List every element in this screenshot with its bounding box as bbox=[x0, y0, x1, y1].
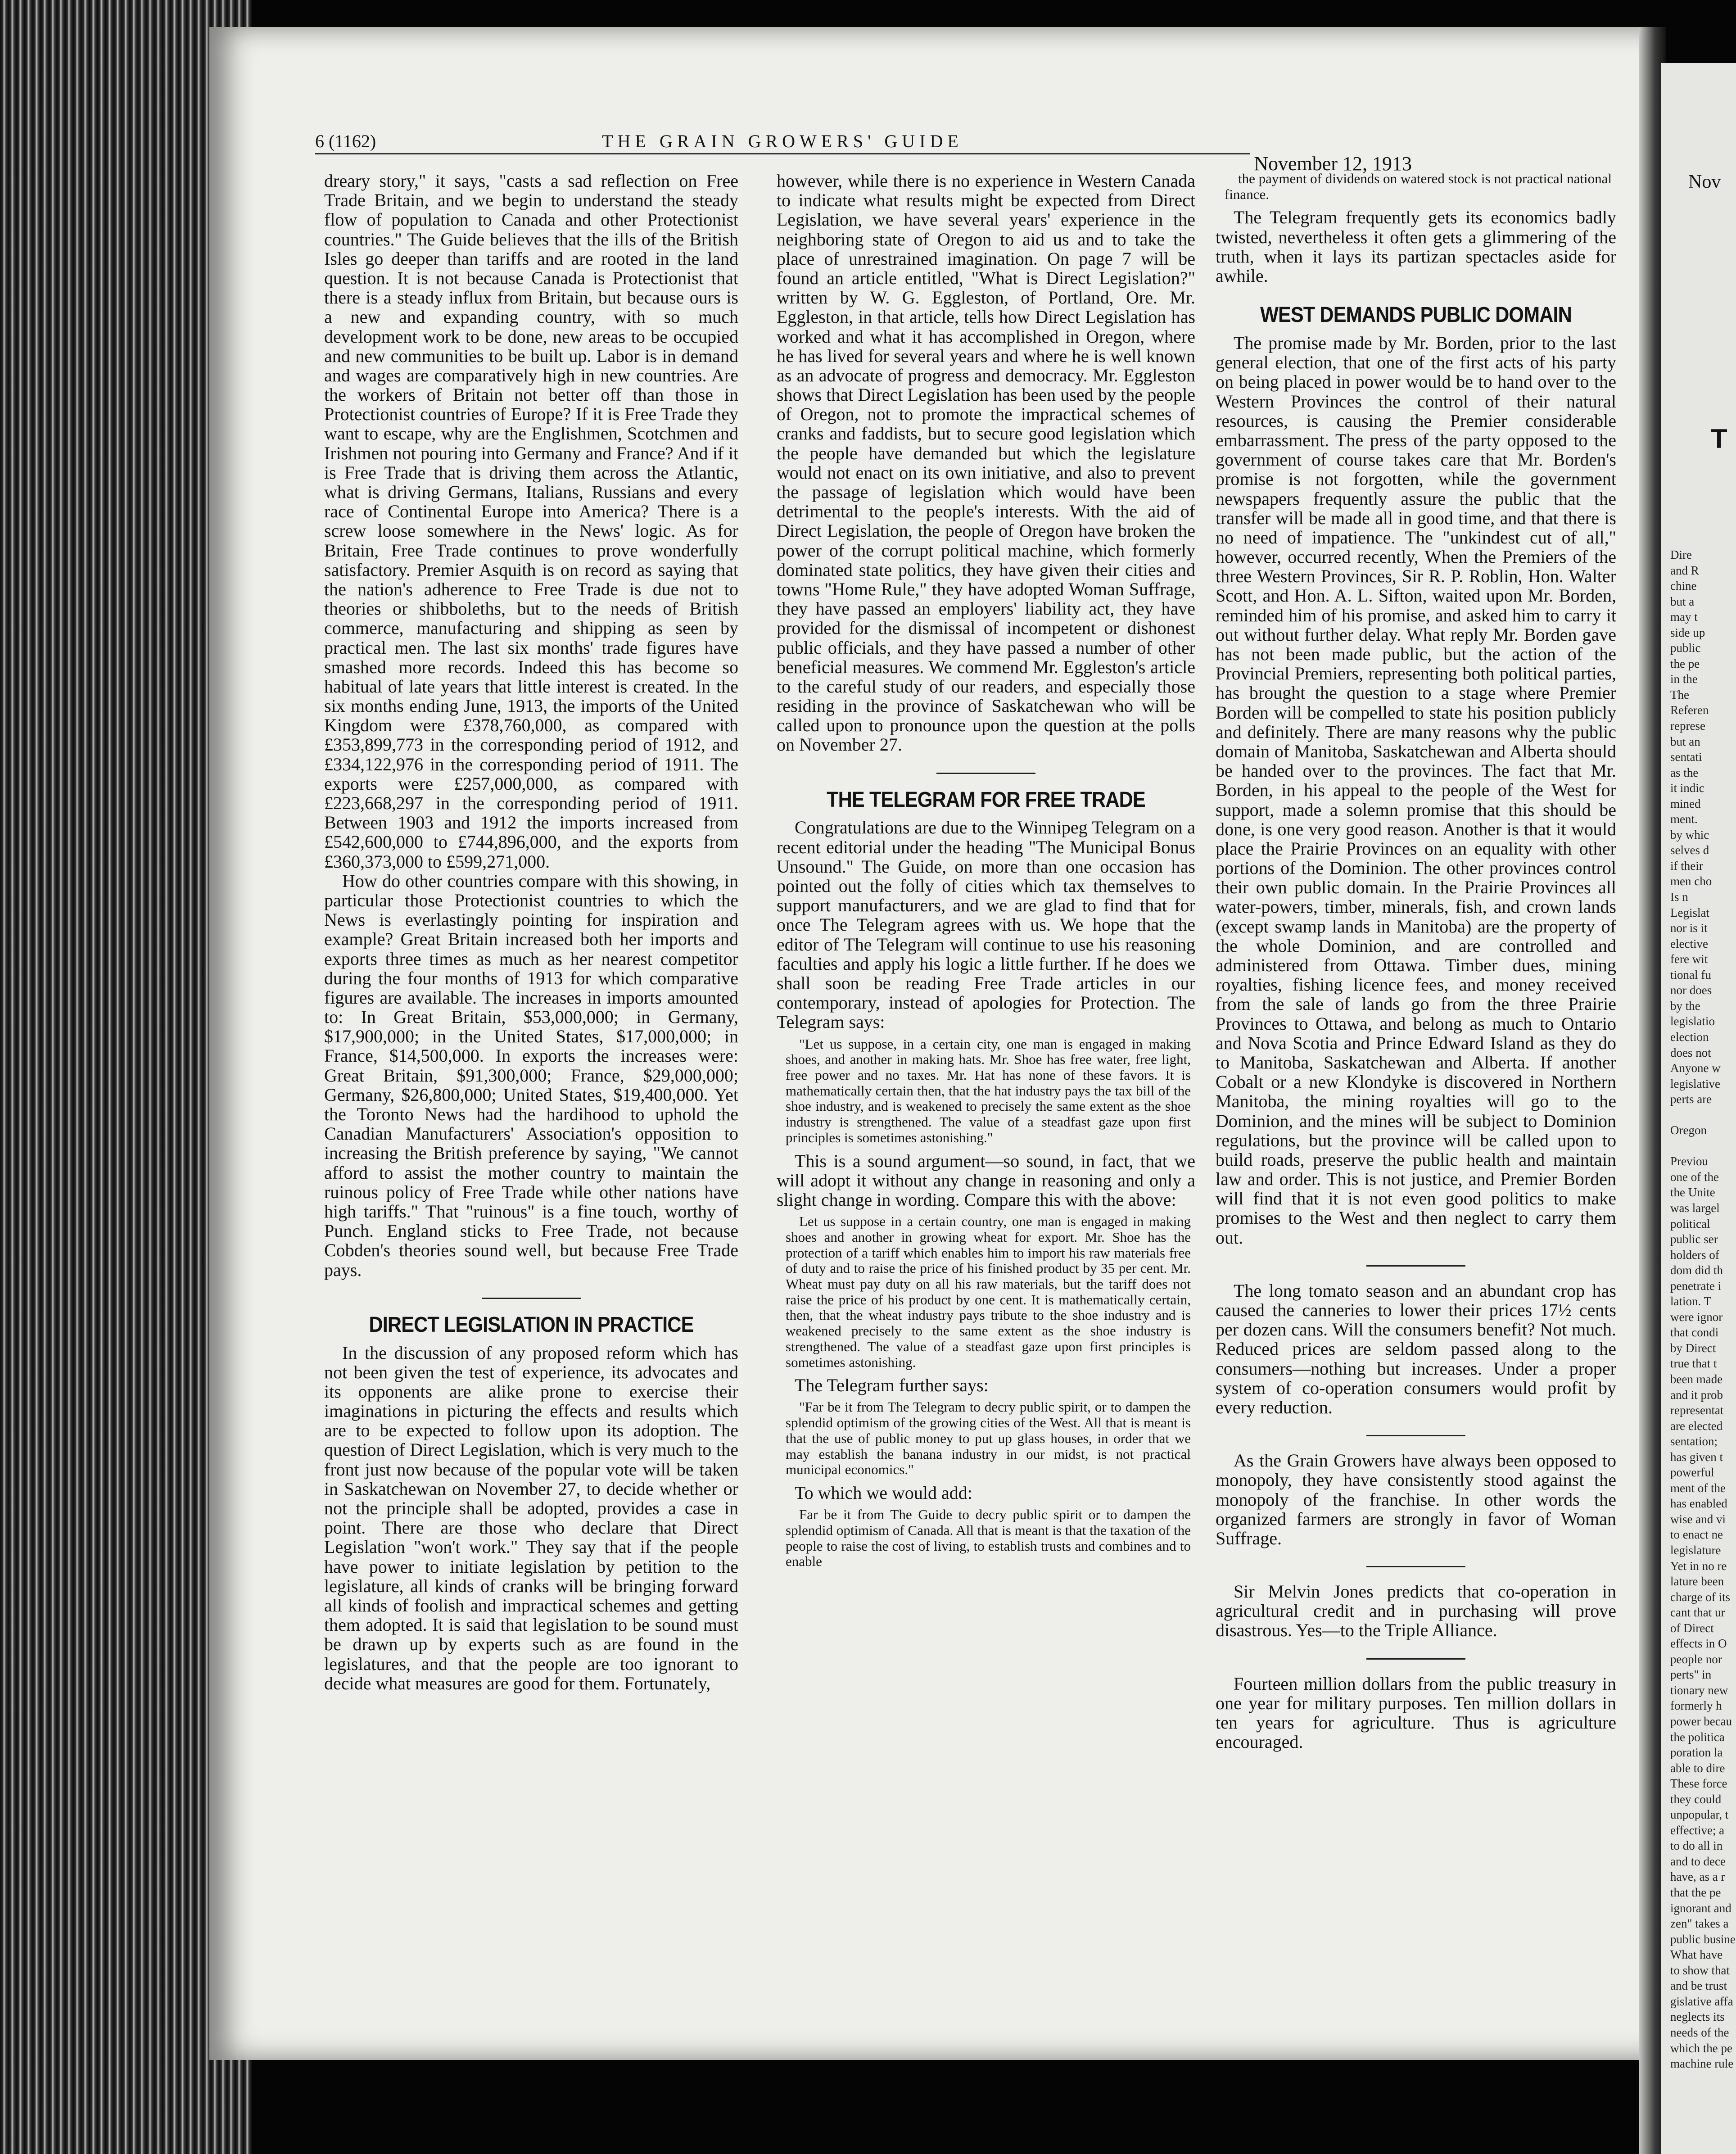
adjacent-page-line: true that t bbox=[1670, 1357, 1717, 1371]
adjacent-page-line: charge of its bbox=[1670, 1590, 1730, 1604]
masthead: THE GRAIN GROWERS' GUIDE bbox=[602, 131, 963, 151]
adjacent-page-line: elective bbox=[1670, 937, 1708, 950]
column-3 bbox=[1216, 171, 1616, 1751]
adjacent-page-line: the politica bbox=[1670, 1730, 1725, 1744]
paragraph: To which we would add: bbox=[795, 1483, 972, 1503]
adjacent-page-line bbox=[1666, 1138, 1736, 1154]
paragraph: As the Grain Growers have always been opposed to monopoly, they have consistently stood against the monopoly of the franchise. In other words the organized farmers are strongly in favor of Woman Suffrage. bbox=[1216, 1450, 1616, 1548]
adjacent-page-line: Yet in no re bbox=[1670, 1559, 1727, 1573]
adjacent-page-line: holders of bbox=[1670, 1248, 1719, 1262]
adjacent-page-line: that the pe bbox=[1670, 1886, 1721, 1900]
adjacent-page bbox=[1661, 63, 1736, 2154]
adjacent-page-line: it indic bbox=[1670, 781, 1704, 795]
section-divider bbox=[1366, 1566, 1465, 1567]
adjacent-page-line: by the bbox=[1670, 999, 1700, 1013]
adjacent-page-line: tionary new bbox=[1670, 1683, 1728, 1697]
adjacent-page-line: mined bbox=[1670, 796, 1701, 810]
adjacent-page-line: effects in O bbox=[1670, 1637, 1727, 1651]
adjacent-page-line: that condi bbox=[1670, 1326, 1719, 1339]
adjacent-page-line: and to dece bbox=[1670, 1854, 1726, 1868]
adjacent-page-line: represe bbox=[1670, 719, 1705, 733]
paragraph: The long tomato season and an abundant crop has caused the canneries to lower their prices 17½ cents per dozen cans. Will the consumers benefit? Not much. Reduced prices are seldom passed along to the consumers—nothing but increases. Under a proper system of co-operation consumers would profit by every reduction. bbox=[1216, 1280, 1616, 1417]
adjacent-page-line: but an bbox=[1670, 734, 1700, 748]
adjacent-page-line: of Direct bbox=[1670, 1621, 1714, 1635]
paragraph: The Telegram frequently gets its economics badly twisted, nevertheless it often gets a glimmering of the truth, when it lays its partizan spectacles aside for awhile. bbox=[1216, 207, 1616, 286]
adjacent-page-line: but a bbox=[1670, 594, 1695, 608]
quotation: "Far be it from The Telegram to decry public spirit, or to dampen the splendid optimism of the growing cities of the West. All that is meant is that the use of public money to put up glass houses, in order that we may establish the banana industry in our midst, is not practical municipal economics." bbox=[786, 1399, 1191, 1478]
adjacent-page-line: chine bbox=[1670, 579, 1697, 593]
paragraph: The Telegram further says: bbox=[795, 1375, 989, 1396]
paragraph: Congratulations are due to the Winnipeg Telegram on a recent editorial under the heading "The Municipal Bonus Unsound." The Guide, on more than one occasion has pointed out the folly of cities which tax themselves to support manufacturers, and we are glad to find that for once The Telegram agrees with us. We hope that the editor of The Telegram will continue to use his reasoning faculties and apply his logic a little further. If he does we shall soon be reading Free Trade articles in our contemporary, instead of apologies for Protection. The Telegram says: bbox=[777, 817, 1195, 1032]
adjacent-page-line: public busine bbox=[1670, 1932, 1736, 1946]
adjacent-page-line: gislative affa bbox=[1670, 1994, 1733, 2008]
paragraph: In the discussion of any proposed reform which has not been given the test of experience, its advocates and its opponents are alike prone to exercise their imaginations in picturing the effects and results which are to be expected to follow upon its adoption. The question of Direct Legislation, which is very much to the front just now because of the popular vote will be taken in Saskatchewan on November 27, to decide whether or not the principle shall be adopted, provides a case in point. There are those who declare that Direct Legislation "won't work." They say that if the people have power to initiate legislation by petition to the legislature, all kinds of cranks will be bringing forward all kinds of foolish and impractical schemes and getting them adopted. It is said that legislation to be sound must be drawn up by experts such as are found in the legislatures, and that the people are too ignorant to decide what measures are good for them. Fortunately, bbox=[324, 1342, 738, 1693]
adjacent-page-line: the Unite bbox=[1670, 1186, 1715, 1199]
adjacent-page-line: to show that bbox=[1670, 1963, 1730, 1977]
adjacent-page-line: Oregon bbox=[1670, 1123, 1707, 1137]
adjacent-page-line: to enact ne bbox=[1670, 1528, 1723, 1542]
adjacent-page-line: if their bbox=[1670, 859, 1703, 873]
adjacent-page-line: penetrate i bbox=[1670, 1279, 1722, 1293]
adjacent-page-line: Is n bbox=[1670, 890, 1688, 904]
column-1 bbox=[324, 171, 738, 1693]
adjacent-page-line: neglects its bbox=[1670, 2010, 1725, 2024]
section-divider bbox=[1366, 1658, 1465, 1660]
adjacent-page-line: unpopular, t bbox=[1670, 1808, 1729, 1822]
adjacent-page-text bbox=[1666, 547, 1736, 2072]
section-divider bbox=[1366, 1435, 1465, 1436]
adjacent-page-line: perts" in bbox=[1670, 1668, 1712, 1682]
adjacent-page-line: ignorant and bbox=[1670, 1901, 1731, 1915]
adjacent-page-line: Previou bbox=[1670, 1154, 1708, 1168]
adjacent-page-line: by Direct bbox=[1670, 1341, 1716, 1355]
adjacent-page-line: side up bbox=[1670, 625, 1705, 639]
adjacent-page-line: has given t bbox=[1670, 1450, 1723, 1464]
adjacent-page-line: and R bbox=[1670, 563, 1699, 577]
adjacent-page-line: been made bbox=[1670, 1372, 1723, 1386]
adjacent-page-line: power becau bbox=[1670, 1715, 1732, 1729]
page-number: 6 (1162) bbox=[315, 131, 376, 151]
paragraph: however, while there is no experience in Western Canada to indicate what results might be expected from Direct Legislation, we have several years' experience in the neighboring state of Oregon to aid us and to take the place of unrestrained imagination. On page 7 will be found an article entitled, "What is Direct Legislation?" written by W. G. Eggleston, of Portland, Ore. Mr. Eggleston, in that article, tells how Direct Legislation has worked and what it has accomplished in Oregon, where he has lived for several years and where he is well known as an advocate of progress and democracy. Mr. Eggleston shows that Direct Legislation has been used by the people of Oregon, not to promote the impractical schemes of cranks and faddists, but to secure good legislation which the people have demanded but which the legislature would not enact on its own initiative, and also to prevent the passage of legislation which would have been detrimental to the people's interests. With the aid of Direct Legislation, the people of Oregon have broken the power of the corrupt political machine, which formerly dominated state politics, they have given their cities and towns "Home Rule," they have adopted Woman Suffrage, they have passed an employers' liability act, they have provided for the dismissal of incompetent or dishonest public officials, and they have passed a number of other beneficial measures. We commend Mr. Eggleston's article to the careful study of our readers, and especially those residing in the province of Saskatchewan who will be called upon to pronounce upon the question at the polls on November 27. bbox=[777, 171, 1195, 755]
adjacent-page-line: lature been bbox=[1670, 1575, 1724, 1588]
adjacent-page-line: have, as a r bbox=[1670, 1870, 1725, 1884]
paragraph: dreary story," it says, "casts a sad reflection on Free Trade Britain, and we begin to understand the steady flow of population to Canada and other Protectionist countries." The Guide believes that the ills of the British Isles go deeper than tariffs and are rooted in the land question. It is not because Canada is Protectionist that there is a steady influx from Britain, but because ours is a new and expanding country, with so much development work to be done, new areas to be occupied and new communities to be built up. Labor is in demand and wages are comparatively high in new countries. Are the workers of Britain not better off than those in Protectionist countries of Europe? If it is Free Trade they want to escape, why are the Englishmen, Scotchmen and Irishmen not pouring into Germany and France? And if it is Free Trade that is driving them across the Atlantic, what is driving Germans, Italians, Russians and every race of Continental Europe into America? There is a screw loose somewhere in the News' logic. As for Britain, Free Trade continues to prove wonderfully satisfactory. Premier Asquith is on record as saying that the nation's adherence to Free Trade is due not to theories or shibboleths, but to the needs of British commerce, manufacturing and shipping as seen by practical men. The last six months' trade figures have smashed more records. Indeed this has become so habitual of late years that little interest is created. In the six months ending June, 1913, the imports of the United Kingdom were £378,760,000, as compared with £353,899,773 in the corresponding period of 1912, and £334,122,976 in the corresponding period of 1911. The exports were £257,000,000, as compared with £223,668,297 in the corresponding period of 1911. Between 1903 and 1912 the imports increased from £542,600,000 to £744,896,000, and the exports from £360,373,000 to £599,271,000. bbox=[324, 171, 738, 872]
paragraph: The promise made by Mr. Borden, prior to the last general election, that one of the first acts of his party on being placed in power would be to hand over to the Western Provinces the control of their natural resources, is causing the Premier considerable embarrassment. The press of the party opposed to the government of course takes care that Mr. Borden's promise is not forgotten, while the government newspapers frequently assure the public that the transfer will be made all in good time, and that there is no need of impatience. The "unkindest cut of all," however, occurred recently, When the Premiers of the three Western Provinces, Sir R. P. Roblin, Hon. Walter Scott, and Hon. A. L. Sifton, waited upon Mr. Borden, reminded him of his promise, and asked him to carry it out without further delay. What reply Mr. Borden gave has not been made public, but the action of the Provincial Premiers, representing both political parties, has brought the question to a stage where Premier Borden will be compelled to state his position publicly and definitely. There are many reasons why the public domain of Manitoba, Saskatchewan and Alberta should be handed over to the provinces. The fact that Mr. Borden, in his appeal to the people of the West for support, made a solemn promise that this should be done, is one very good reason. Another is that it would place the Prairie Provinces on an equality with other portions of the Dominion. The other provinces control their own public domain. In the Prairie Provinces all water-powers, timber, minerals, fish, and crown lands (except swamp lands in Manitoba) are the property of the whole Dominion, and are controlled and administered from Ottawa. Timber dues, mining royalties, fishing licence fees, and money received from the sale of lands go from the three Prairie Provinces to Ottawa, and belong as much to Ontario and Nova Scotia and Prince Edward Island as they do to Manitoba, Saskatchewan and Alberta. If another Cobalt or a new Klondyke is discovered in Northern Manitoba, the mining royalties will go to the Dominion, and the mines will be subject to Dominion regulations, but the province will be called upon to build roads, preserve the public health and maintain law and order. This is not justice, and Premier Borden will find that it is not even good politics to make promises to the West and then neglect to carry them out. bbox=[1216, 333, 1616, 1248]
article-heading: WEST DEMANDS PUBLIC DOMAIN bbox=[1260, 303, 1572, 327]
adjacent-page-line: public bbox=[1670, 641, 1701, 655]
adjacent-page-line: perts are bbox=[1670, 1092, 1712, 1106]
paragraph: This is a sound argument—so sound, in fact, that we will adopt it without any change in reasoning and only a slight change in wording. Compare this with the above: bbox=[777, 1150, 1195, 1210]
adjacent-page-line: Dire bbox=[1670, 548, 1692, 561]
adjacent-page-line: needs of the bbox=[1670, 2025, 1729, 2039]
adjacent-page-line: machine rule bbox=[1670, 2057, 1734, 2071]
adjacent-page-line: and it prob bbox=[1670, 1388, 1723, 1402]
adjacent-page-line: ment of the bbox=[1670, 1481, 1726, 1495]
quotation: the payment of dividends on watered stock is not practical national finance. bbox=[1225, 171, 1612, 202]
adjacent-page-line: nor does bbox=[1670, 983, 1712, 997]
article-heading: DIRECT LEGISLATION IN PRACTICE bbox=[369, 1312, 694, 1337]
adjacent-page-line: political bbox=[1670, 1217, 1710, 1231]
adjacent-page-line bbox=[1666, 1107, 1736, 1123]
adjacent-page-line: wise and vi bbox=[1670, 1512, 1726, 1526]
adjacent-page-line: to do all in bbox=[1670, 1839, 1723, 1853]
column-2 bbox=[777, 171, 1195, 1575]
adjacent-page-line: poration la bbox=[1670, 1746, 1723, 1760]
adjacent-page-line: men cho bbox=[1670, 874, 1712, 888]
adjacent-page-line: and be trust bbox=[1670, 1979, 1727, 1993]
section-divider bbox=[482, 1298, 581, 1299]
adjacent-page-line: public ser bbox=[1670, 1232, 1718, 1246]
adjacent-page-line: Anyone w bbox=[1670, 1061, 1721, 1075]
adjacent-page-heading-fragment: T bbox=[1711, 424, 1727, 454]
quotation: Far be it from The Guide to decry public spirit or to dampen the splendid optimism of Canada. All that is meant is that the taxation of the people to raise the cost of living, to establish trusts and combines and to enable bbox=[786, 1507, 1191, 1570]
adjacent-page-line: legislative bbox=[1670, 1077, 1720, 1091]
adjacent-page-line: The bbox=[1670, 688, 1689, 701]
adjacent-page-line: nor is it bbox=[1670, 921, 1708, 935]
adjacent-page-line: which the pe bbox=[1670, 2041, 1732, 2055]
page-header bbox=[315, 131, 1412, 175]
adjacent-page-line: legislatio bbox=[1670, 1014, 1715, 1028]
paragraph: How do other countries compare with this showing, in particular those Protectionist countries to which the News is everlastingly pointing for inspiration and example? Great Britain increased both her imports and exports three times as much as her nearest competitor during the four months of 1913 for which comparative figures are available. The increases in imports amounted to: In Great Britain, $53,000,000; in Germany, $17,900,000; in the United States, $17,000,000; in France, $14,500,000. In exports the increases were: Great Britain, $91,300,000; France, $29,000,000; Germany, $26,800,000; United States, $19,400,000. Yet the Toronto News had the hardihood to uphold the Canadian Manufacturers' Association's opposition to increasing the British preference by saying, "We cannot afford to assist the mother country to maintain the ruinous policy of Free Trade while other nations have high tariffs." That "ruinous" is a fine touch, worthy of Punch. England sticks to Free Trade, not because Cobden's theories sound well, but because Free Trade pays. bbox=[324, 870, 738, 1280]
adjacent-page-line: were ignor bbox=[1670, 1310, 1723, 1324]
adjacent-page-line: in the bbox=[1670, 672, 1698, 686]
adjacent-page-line: they could bbox=[1670, 1792, 1722, 1806]
adjacent-page-line: What have bbox=[1670, 1948, 1723, 1962]
adjacent-page-line: may t bbox=[1670, 610, 1698, 624]
adjacent-page-line: election bbox=[1670, 1030, 1709, 1044]
adjacent-page-line: one of the bbox=[1670, 1170, 1719, 1184]
adjacent-page-line: powerful bbox=[1670, 1466, 1714, 1480]
adjacent-page-line: dom did th bbox=[1670, 1263, 1723, 1277]
adjacent-page-line: does not bbox=[1670, 1045, 1711, 1059]
adjacent-page-line: able to dire bbox=[1670, 1761, 1725, 1775]
adjacent-page-line: representat bbox=[1670, 1403, 1724, 1417]
adjacent-page-line: people nor bbox=[1670, 1652, 1722, 1666]
adjacent-page-line: sentati bbox=[1670, 750, 1702, 764]
paragraph: Sir Melvin Jones predicts that co-operation in agricultural credit and in purchasing will prove disastrous. Yes—to the Triple Alliance. bbox=[1216, 1581, 1616, 1641]
adjacent-page-line: as the bbox=[1670, 765, 1699, 779]
adjacent-page-line: has enabled bbox=[1670, 1497, 1727, 1511]
paragraph: Fourteen million dollars from the public treasury in one year for military purposes. Ten million dollars in ten years for agriculture. Thus is agriculture encouraged. bbox=[1216, 1673, 1616, 1752]
adjacent-page-line: tional fu bbox=[1670, 968, 1711, 982]
adjacent-page-line: sentation; bbox=[1670, 1434, 1718, 1448]
adjacent-page-line: fere wit bbox=[1670, 952, 1708, 966]
quotation: "Let us suppose, in a certain city, one man is engaged in making shoes, and another in making hats. Mr. Shoe has free water, free light, free power and no taxes. Mr. Hat has none of these favors. It is mathematically certain then, that the hat industry pays the tax bill of the shoe industry, and is weakened to precisely the same extent as the shoe industry is strengthened. The value of a steadfast gaze upon first principles is sometimes astonishing." bbox=[786, 1036, 1191, 1145]
section-divider bbox=[1366, 1265, 1465, 1267]
adjacent-page-line: ment. bbox=[1670, 812, 1698, 826]
adjacent-page-line: cant that ur bbox=[1670, 1606, 1725, 1620]
adjacent-page-line: legislature bbox=[1670, 1543, 1721, 1557]
adjacent-page-line: lation. T bbox=[1670, 1294, 1711, 1308]
article-heading: THE TELEGRAM FOR FREE TRADE bbox=[827, 787, 1145, 812]
adjacent-page-line: formerly h bbox=[1670, 1699, 1722, 1713]
adjacent-page-line: Legislat bbox=[1670, 905, 1709, 919]
adjacent-page-line: effective; a bbox=[1670, 1823, 1725, 1837]
adjacent-page-line: by whic bbox=[1670, 828, 1709, 842]
adjacent-page-line: was largel bbox=[1670, 1201, 1720, 1215]
issue-date: November 12, 1913 bbox=[1254, 153, 1412, 175]
adjacent-page-line: These force bbox=[1670, 1777, 1727, 1791]
section-divider bbox=[936, 773, 1035, 774]
adjacent-page-line: selves d bbox=[1670, 843, 1709, 857]
adjacent-page-line: zen" takes a bbox=[1670, 1917, 1729, 1931]
adjacent-page-line: are elected bbox=[1670, 1419, 1723, 1433]
quotation: Let us suppose in a certain country, one man is engaged in making shoes and another in growing wheat for export. Mr. Shoe has the protection of a tariff which enables him to import his raw materials free of duty and to raise the price of his finished product by 35 per cent. Mr. Wheat must pay duty on all his raw materials, but the tariff does not raise the price of his product by one cent. It is mathematically certain, then, that the wheat industry pays tribute to the shoe industry and is weakened precisely to the same extent as the shoe industry is strengthened. The value of a steadfast gaze upon first principles is sometimes astonishing. bbox=[786, 1213, 1191, 1370]
adjacent-page-line: Referen bbox=[1670, 703, 1709, 717]
adjacent-page-line: the pe bbox=[1670, 656, 1700, 670]
adjacent-page-date: Nov bbox=[1688, 172, 1721, 192]
